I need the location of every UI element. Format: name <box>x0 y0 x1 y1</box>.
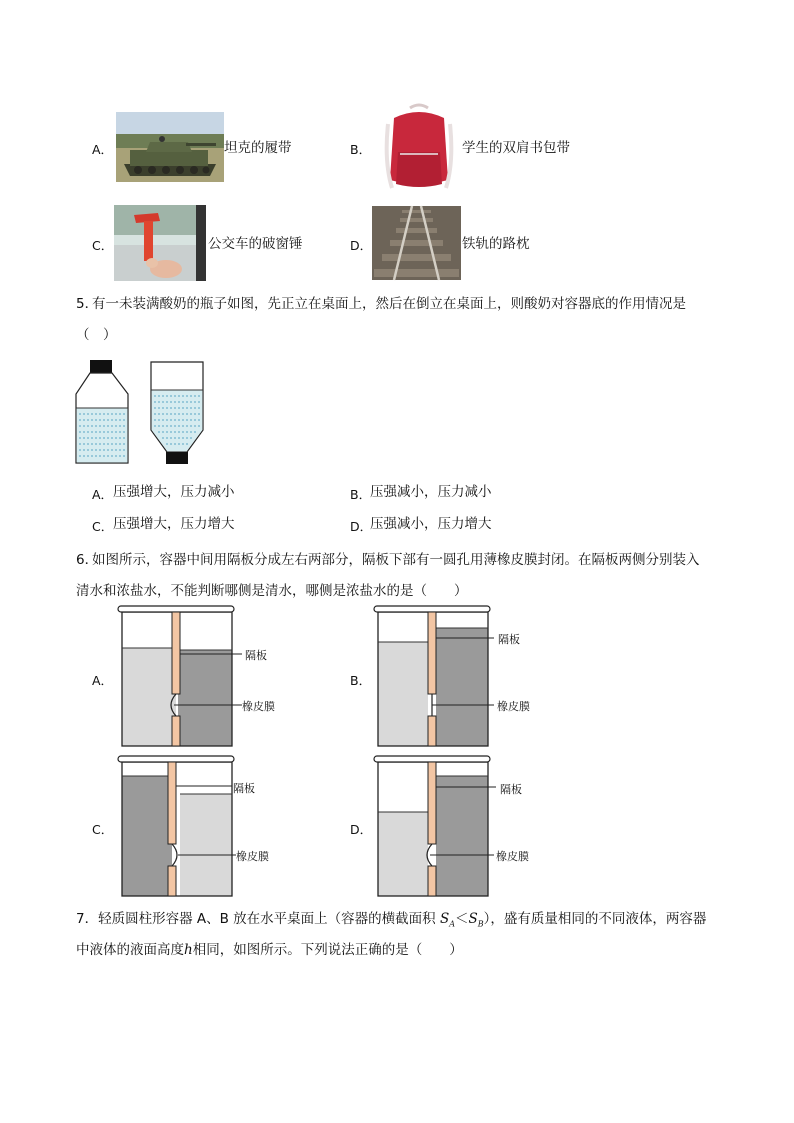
stem-text: 相同，如图所示。下列说法正确的是（ ） <box>192 942 463 958</box>
stem-text: ），盛有质量相同的不同液体，两容器 <box>483 911 707 927</box>
option-letter: B． <box>350 142 372 157</box>
question-number: 5． <box>76 296 99 312</box>
partition-label: 隔板 <box>500 783 522 796</box>
question-stem-line-1: 如图所示，容器中间用隔板分成左右两部分，隔板下部有一圆孔用薄橡皮膜封闭。在隔板两侧分别装入 <box>92 552 700 568</box>
option-text: 压强增大，压力减小 <box>113 484 235 500</box>
option-letter: A． <box>92 673 114 688</box>
option-letter: C． <box>92 519 114 534</box>
option-letter: D． <box>350 519 373 534</box>
question-stem-line-2 <box>76 938 463 958</box>
area-symbol-b: S <box>468 911 478 927</box>
option-text: 学生的双肩书包带 <box>462 140 570 156</box>
question-number: 6． <box>76 552 99 568</box>
area-subscript-b: B <box>477 919 484 929</box>
container-figure-b <box>372 604 552 750</box>
option-text: 压强减小，压力减小 <box>370 484 492 500</box>
container-figure-d <box>372 754 552 900</box>
inverted-bottle <box>151 362 203 464</box>
question-stem-line-1 <box>76 907 706 929</box>
option-letter: B． <box>350 673 372 688</box>
answer-bracket: （ ） <box>76 327 117 343</box>
option-text: 铁轨的路枕 <box>462 236 530 252</box>
area-subscript-a: A <box>449 919 455 929</box>
option-letter: A． <box>92 487 114 502</box>
question-stem: 有一未装满酸奶的瓶子如图，先正立在桌面上，然后在倒立在桌面上，则酸奶对容器底的作用情况是 <box>92 296 686 312</box>
option-letter: C． <box>92 822 114 837</box>
stem-text: 中液体的液面高度 <box>76 942 184 958</box>
less-than-sign: ＜ <box>455 911 469 927</box>
membrane-label: 橡皮膜 <box>496 850 529 863</box>
partition-label: 隔板 <box>498 633 520 646</box>
option-letter: C． <box>92 238 114 253</box>
option-text: 压强减小，压力增大 <box>370 516 492 532</box>
membrane-label: 橡皮膜 <box>236 850 269 863</box>
yogurt-bottles-figure <box>74 358 214 468</box>
tank-image <box>116 112 224 182</box>
question-number: 7． <box>76 911 99 927</box>
safety-hammer-image <box>114 205 206 281</box>
option-text: 坦克的履带 <box>224 140 292 156</box>
stem-text: 轻质圆柱形容器 A、B 放在水平桌面上（容器的横截面积 <box>98 911 440 927</box>
container-figure-a <box>116 604 296 750</box>
backpack-image <box>378 102 460 192</box>
option-text: 公交车的破窗锤 <box>208 236 303 252</box>
option-letter: D． <box>350 238 373 253</box>
height-symbol: h <box>184 942 193 958</box>
membrane-label: 橡皮膜 <box>242 700 275 713</box>
upright-bottle <box>76 360 128 463</box>
membrane-label: 橡皮膜 <box>497 700 530 713</box>
option-text: 压强增大，压力增大 <box>113 516 235 532</box>
option-letter: D． <box>350 822 373 837</box>
partition-label: 隔板 <box>233 782 255 795</box>
area-symbol-a: S <box>439 911 450 927</box>
question-stem-line-2: 清水和浓盐水，不能判断哪侧是清水，哪侧是浓盐水的是（ ） <box>76 583 468 599</box>
partition-label: 隔板 <box>245 649 267 662</box>
option-letter: B． <box>350 487 372 502</box>
option-letter: A． <box>92 142 114 157</box>
railway-image <box>372 206 461 280</box>
container-figure-c <box>116 754 296 900</box>
